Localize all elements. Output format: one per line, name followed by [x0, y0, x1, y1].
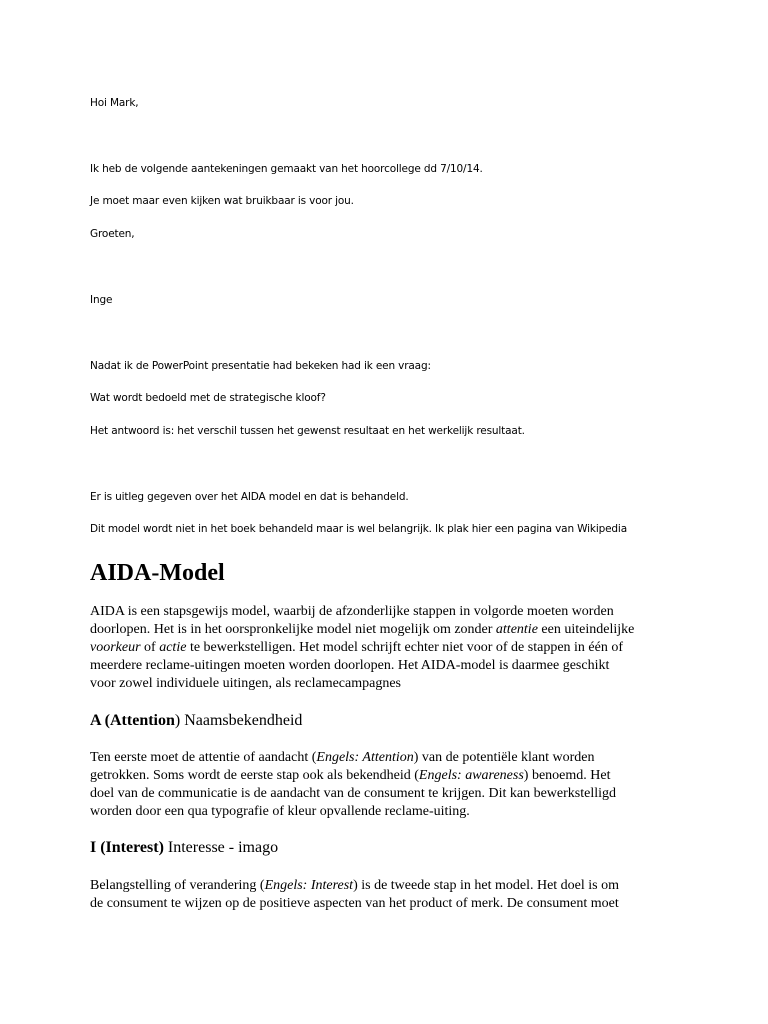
- intro-paragraph: [90, 603, 690, 693]
- intro-line: voorkeur of actie te bewerkstelligen. Het model schrijft echter niet voor of de stappen in één of: [90, 640, 624, 655]
- term-actie: actie: [159, 640, 187, 655]
- greeting-line: Hoi Mark,: [90, 97, 139, 109]
- intro-line: doorlopen. Het is in het oorspronkelijke model niet mogelijk om zonder attentie een uiteindelijke: [90, 622, 635, 637]
- attention-heading: A (Attention) Naamsbekendheid: [90, 712, 303, 729]
- intro-line: voor zowel individuele uitingen, als reclamecampagnes: [90, 676, 402, 691]
- interest-heading: I (Interest) Interesse - imago: [90, 839, 279, 856]
- question-intro-line: Nadat ik de PowerPoint presentatie had bekeken had ik een vraag:: [90, 360, 431, 372]
- notes-usefulness-line: Je moet maar even kijken wat bruikbaar is voor jou.: [90, 195, 354, 207]
- attention-line: getrokken. Soms wordt de eerste stap ook als bekendheid (Engels: awareness) benoemd. Het: [90, 768, 611, 783]
- attention-line: doel van de communicatie is de aandacht van de consument te krijgen. Dit kan bewerkstelligd: [90, 786, 616, 801]
- term-attentie: attentie: [495, 622, 538, 637]
- aida-note-line: Dit model wordt niet in het boek behandeld maar is wel belangrijk. Ik plak hier een pagina van Wikipedia: [90, 523, 627, 535]
- interest-line: de consument te wijzen op de positieve aspecten van het product of merk. De consument moet: [90, 896, 619, 911]
- interest-line: Belangstelling of verandering (Engels: Interest) is de tweede stap in het model. Het doel is om: [90, 878, 620, 893]
- closing-line: Groeten,: [90, 228, 135, 240]
- attention-line: worden door een qua typografie of kleur opvallende reclame-uiting.: [90, 804, 470, 819]
- attention-line: Ten eerste moet de attentie of aandacht (Engels: Attention) van de potentiële klant worden: [90, 750, 595, 765]
- question-line: Wat wordt bedoeld met de strategische kloof?: [90, 392, 326, 404]
- article-title: AIDA-Model: [90, 560, 225, 586]
- intro-line: meerdere reclame-uitingen moeten worden doorlopen. Het AIDA-model is daarmee geschikt: [90, 658, 610, 673]
- term-voorkeur: voorkeur: [90, 640, 141, 655]
- interest-paragraph: [90, 877, 690, 913]
- attention-paragraph: [90, 749, 690, 821]
- answer-line: Het antwoord is: het verschil tussen het gewenst resultaat en het werkelijk resultaat.: [90, 425, 525, 437]
- aida-intro-line: Er is uitleg gegeven over het AIDA model en dat is behandeld.: [90, 491, 409, 503]
- notes-intro-line: Ik heb de volgende aantekeningen gemaakt van het hoorcollege dd 7/10/14.: [90, 163, 483, 175]
- signature-line: Inge: [90, 294, 113, 306]
- intro-line: AIDA is een stapsgewijs model, waarbij de afzonderlijke stappen in volgorde moeten worden: [90, 604, 614, 619]
